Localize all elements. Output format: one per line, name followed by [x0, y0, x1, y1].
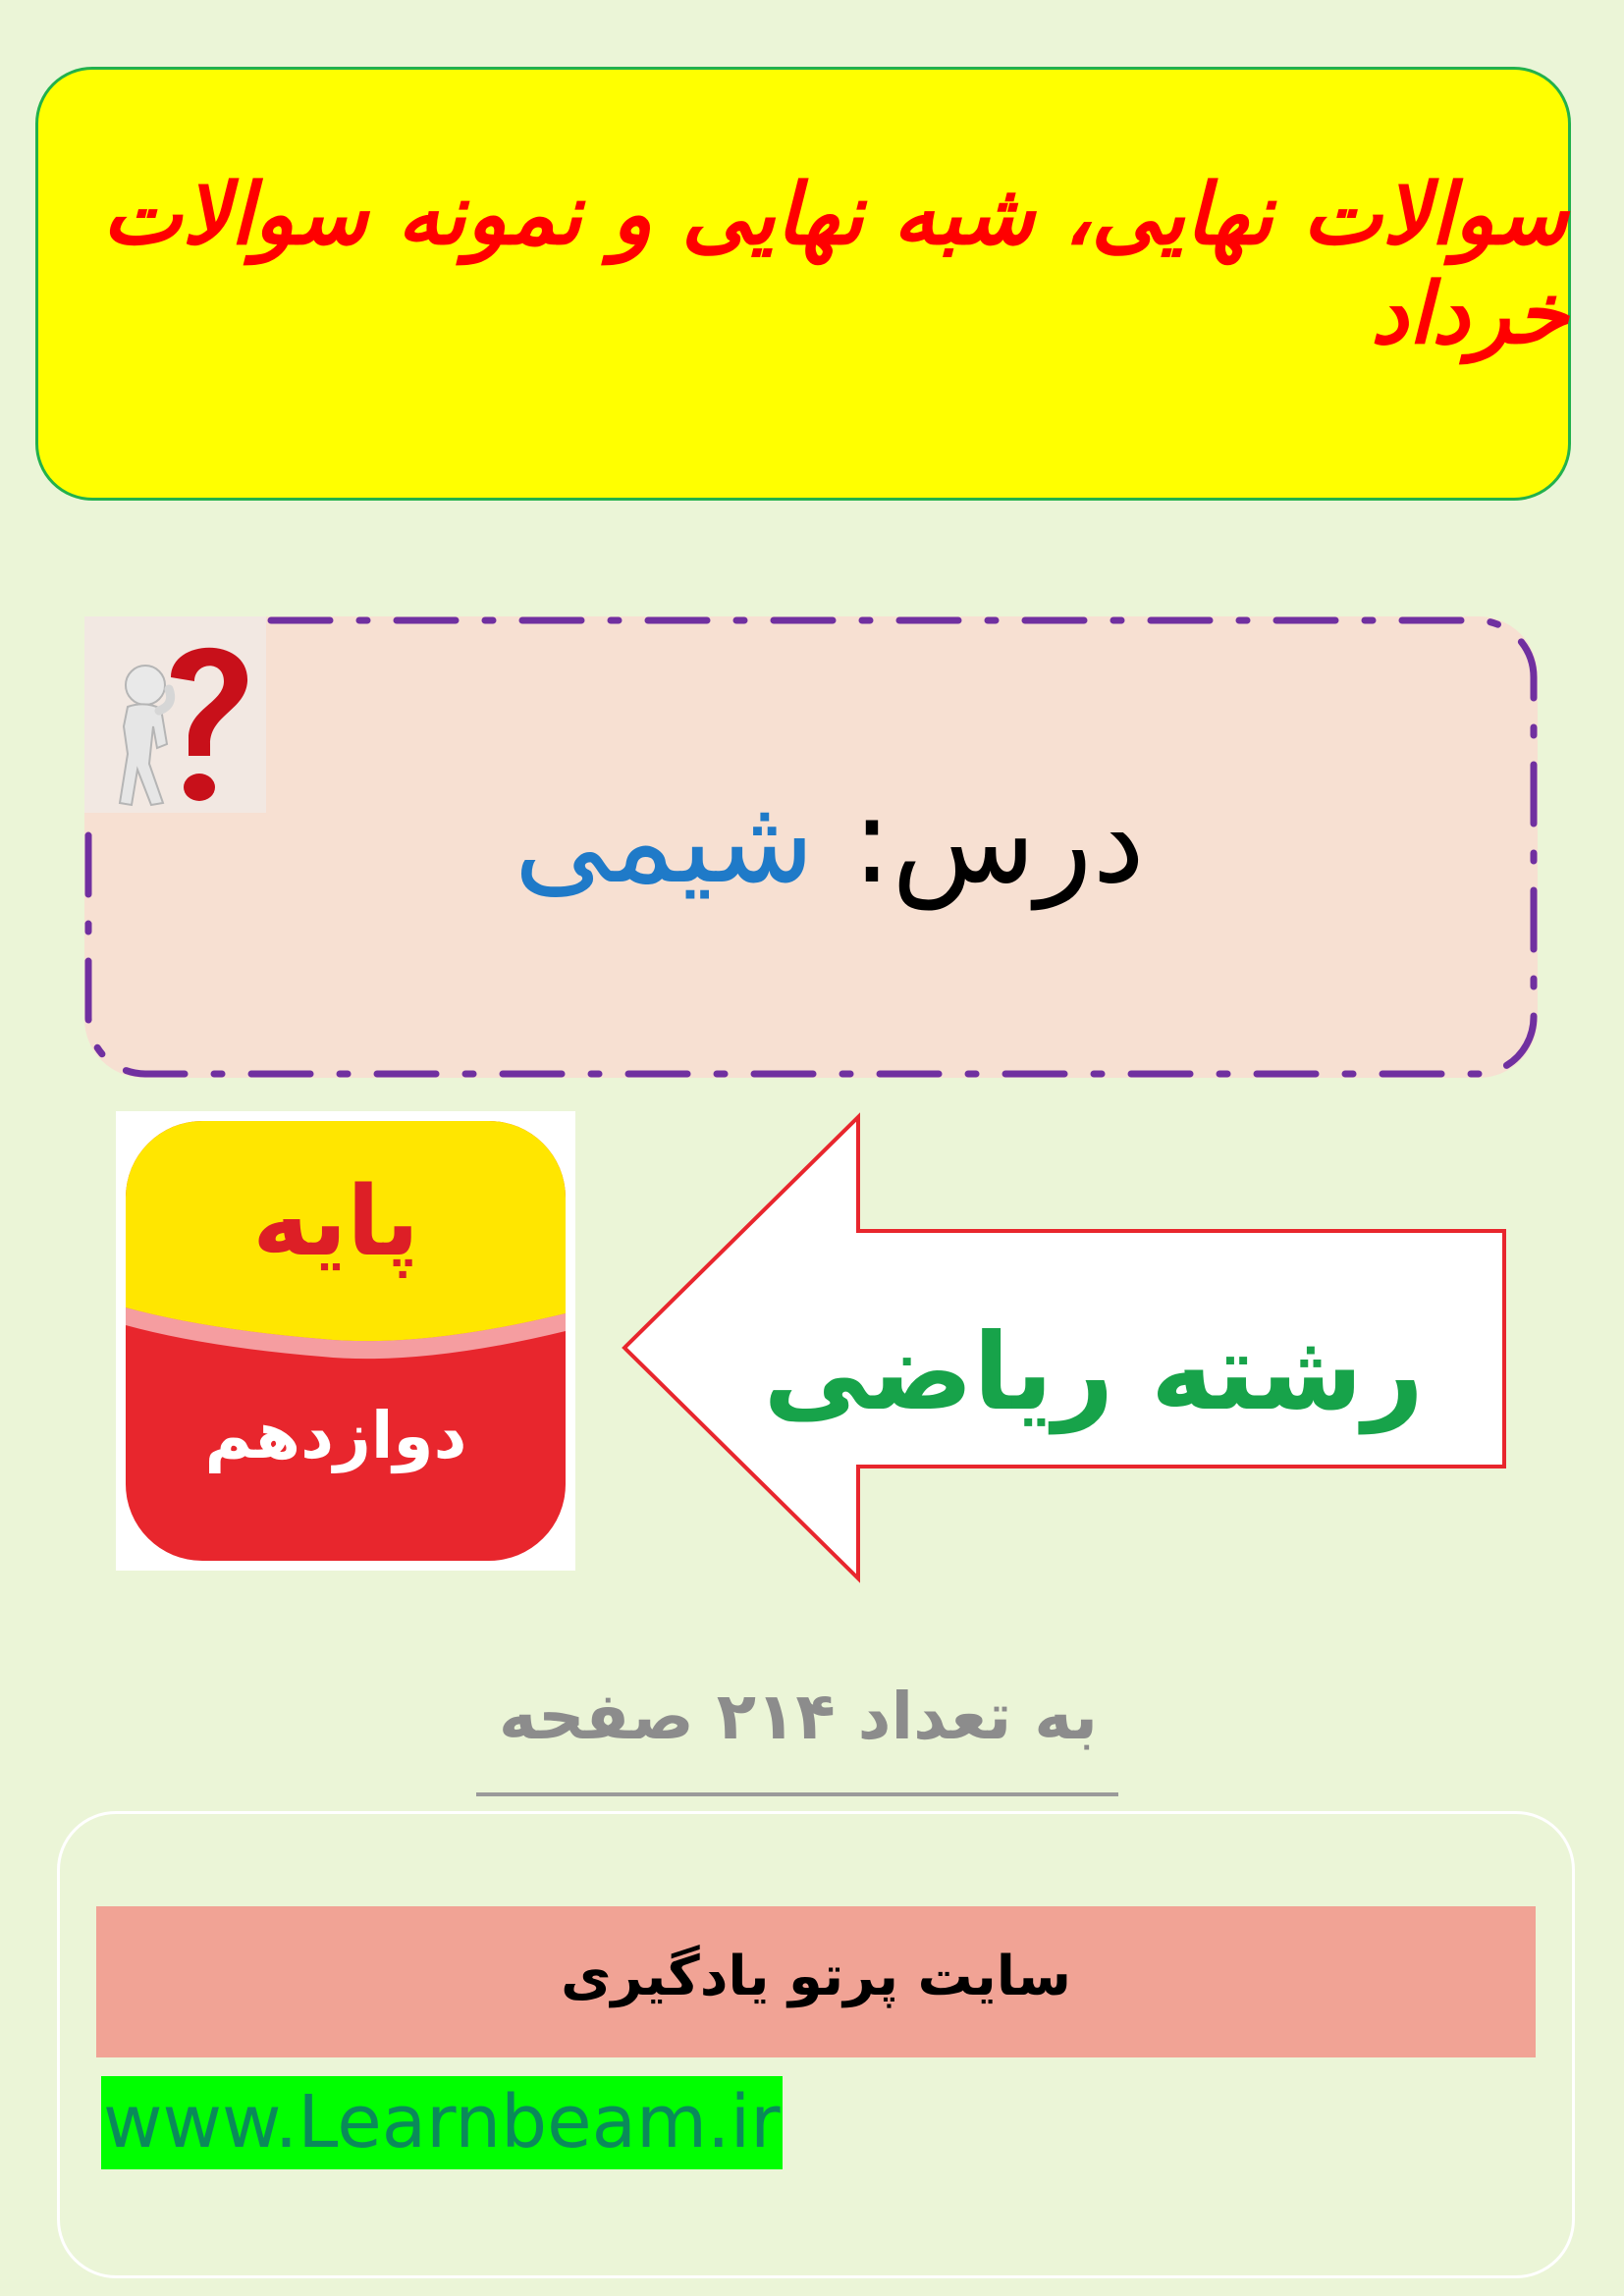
- field-label: رشته ریاضی: [763, 1311, 1424, 1434]
- page-count-underline: [476, 1792, 1118, 1796]
- grade-badge: [116, 1111, 575, 1571]
- subject-value: شیمی: [514, 774, 815, 910]
- subject-heading: [514, 774, 1145, 910]
- title-banner: [35, 67, 1571, 501]
- site-name: سایت پرتو یادگیری: [561, 1944, 1071, 2008]
- page-count: به تعداد ۲۱۴ صفحه: [498, 1679, 1099, 1754]
- subject-label: درس:: [851, 774, 1145, 910]
- site-name-bar: [96, 1906, 1536, 2057]
- banner-title: سوالات نهایی، شبه نهایی و نمونه سوالات خرداد: [102, 165, 1568, 363]
- grade-top-label: پایه: [252, 1166, 419, 1278]
- site-url-link[interactable]: www.Learnbeam.ir: [101, 2076, 783, 2169]
- grade-bottom-label: دوازدهم: [204, 1398, 467, 1473]
- subject-box: [84, 616, 1538, 1078]
- thinking-person-question-mark-icon: [84, 616, 266, 813]
